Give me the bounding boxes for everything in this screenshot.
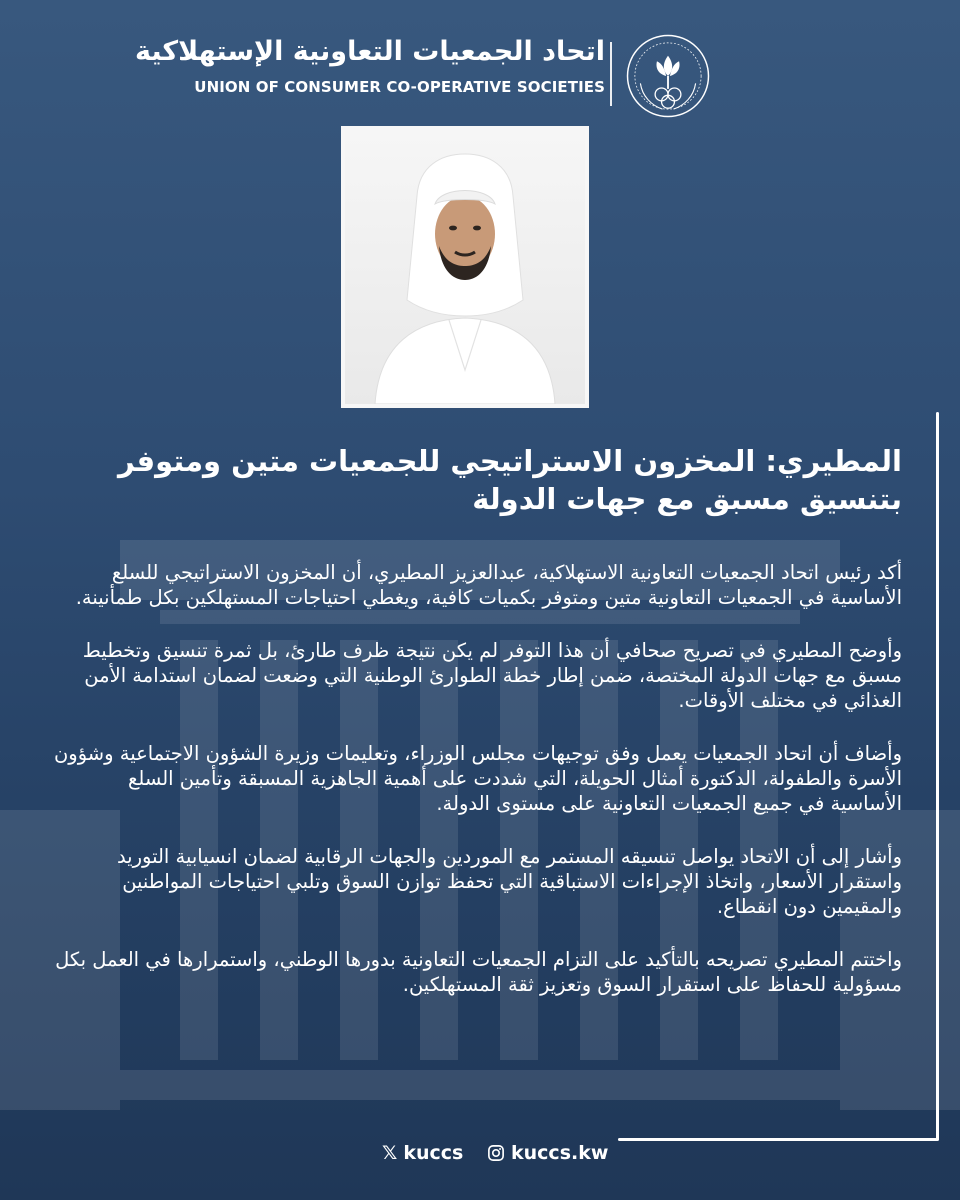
instagram-link[interactable] — [487, 1142, 608, 1164]
union-logo-icon — [622, 30, 714, 122]
article-body — [52, 560, 902, 1025]
paragraph-1: أكد رئيس اتحاد الجمعيات التعاونية الاستهلاكية، عبدالعزيز المطيري، أن المخزون الاستراتيجي للسلع الأساسية في الجمعيات التعاونية متين ومتوفر بكميات كافية، ويغطي احتياجات المستهلكين بكل طمأنينة. — [75, 561, 902, 609]
instagram-icon — [487, 1144, 505, 1162]
paragraph-4: وأشار إلى أن الاتحاد يواصل تنسيقه المستمر مع الموردين والجهات الرقابية لضمان انسيابية التوريد واستقرار الأسعار، واتخاذ الإجراءات الاستباقية التي تحفظ توازن السوق وتلبي احتياجات المواطنين والمقيمين دون انقطاع. — [116, 845, 902, 918]
instagram-handle: kuccs.kw — [511, 1142, 609, 1164]
org-name-english: UNION OF CONSUMER CO-OPERATIVE SOCIETIES — [194, 78, 605, 96]
org-name-arabic: اتحاد الجمعيات التعاونية الإستهلاكية — [135, 36, 605, 67]
header-divider — [610, 42, 612, 106]
paragraph-5: واختتم المطيري تصريحه بالتأكيد على التزام الجمعيات التعاونية بدورها الوطني، واستمرارها في العمل بكل مسؤولية للحفاظ على استقرار السوق وتعزيز ثقة المستهلكين. — [55, 948, 902, 996]
x-link[interactable] — [382, 1142, 463, 1164]
portrait-photo — [341, 126, 589, 408]
portrait-illustration — [345, 130, 585, 404]
paragraph-2: وأوضح المطيري في تصريح صحافي أن هذا التوفر لم يكن نتيجة ظرف طارئ، بل ثمرة تنسيق وتخطيط مسبق مع جهات الدولة المختصة، ضمن إطار خطة الطوارئ الوطنية التي وضعت لضمان استدامة الأمن الغذائي في مختلف الأوقات. — [82, 639, 902, 712]
header — [0, 28, 960, 128]
headline: المطيري: المخزون الاستراتيجي للجمعيات متين ومتوفر بتنسيق مسبق مع جهات الدولة — [118, 444, 902, 516]
x-handle: kuccs — [403, 1142, 464, 1164]
social-links — [0, 1138, 960, 1174]
frame-line-right — [936, 412, 939, 1140]
x-logo-icon: 𝕏 — [382, 1142, 398, 1164]
paragraph-3: وأضاف أن اتحاد الجمعيات يعمل وفق توجيهات مجلس الوزراء، وتعليمات وزيرة الشؤون الاجتماعية وشؤون الأسرة والطفولة، الدكتورة أمثال الحويلة، التي شددت على أهمية الجاهزية المسبقة وتأمين السلع الأساسية في جميع الجمعيات التعاونية على مستوى الدولة. — [53, 742, 902, 815]
